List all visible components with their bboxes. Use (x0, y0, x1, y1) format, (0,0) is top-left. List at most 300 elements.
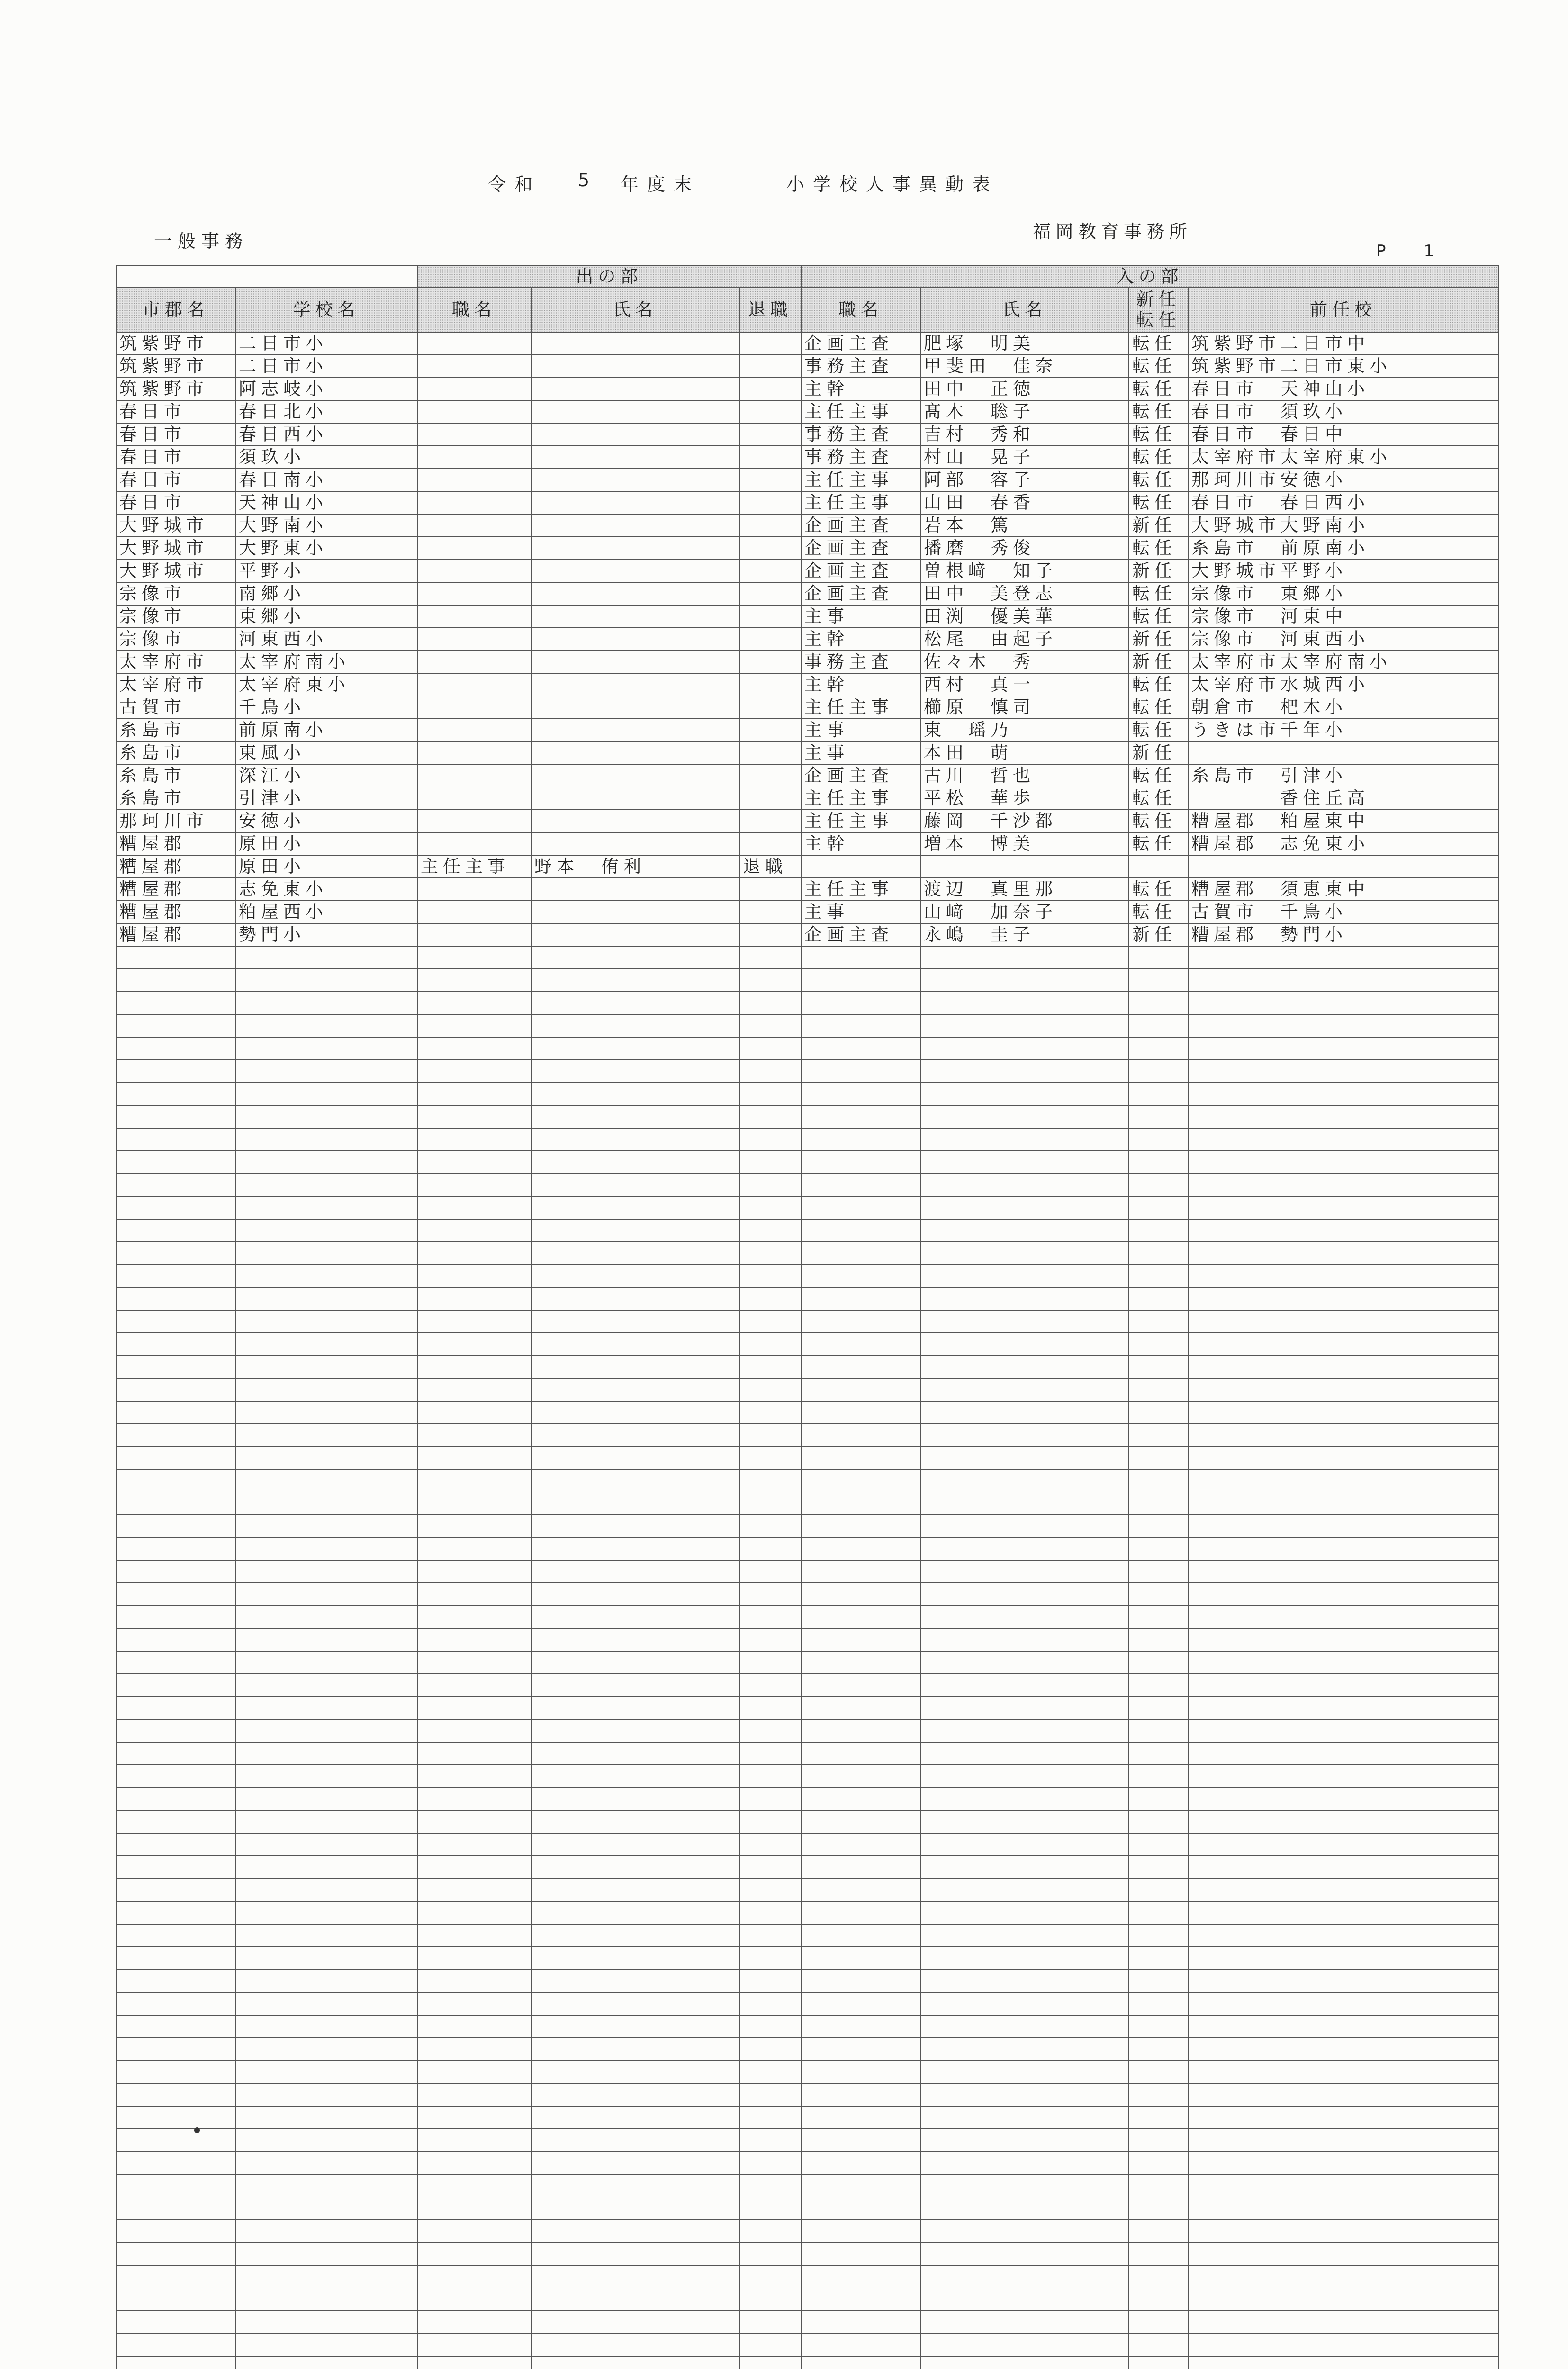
blank-cell (739, 2038, 801, 2061)
cell-prev: 糸島市 前原南小 (1188, 537, 1498, 560)
blank-cell (116, 1174, 235, 1196)
cell-type: 転任 (1129, 878, 1188, 901)
blank-cell (920, 946, 1129, 969)
blank-cell (1129, 1583, 1188, 1606)
blank-cell (1129, 1424, 1188, 1447)
blank-row (116, 2083, 1498, 2106)
blank-cell (1188, 1606, 1498, 1628)
blank-cell (417, 1060, 531, 1083)
blank-cell (739, 1310, 801, 1333)
cell-type: 転任 (1129, 901, 1188, 923)
cell-type: 転任 (1129, 582, 1188, 605)
blank-cell (235, 2152, 417, 2174)
cell-in-name: 渡辺 真里那 (920, 878, 1129, 901)
blank-cell (1188, 1583, 1498, 1606)
blank-cell (417, 2038, 531, 2061)
blank-row (116, 2242, 1498, 2265)
cell-type: 転任 (1129, 605, 1188, 628)
cell-prev: 筑紫野市二日市中 (1188, 332, 1498, 355)
blank-cell (531, 1219, 739, 1242)
blank-cell (1129, 1674, 1188, 1697)
blank-cell (235, 1537, 417, 1560)
blank-row (116, 1765, 1498, 1788)
blank-cell (920, 1469, 1129, 1492)
cell-retire (739, 832, 801, 855)
cell-out-title (417, 741, 531, 764)
blank-cell (531, 2333, 739, 2356)
blank-row (116, 1105, 1498, 1128)
blank-cell (417, 1219, 531, 1242)
blank-row (116, 969, 1498, 992)
blank-row (116, 1515, 1498, 1537)
blank-cell (1188, 1060, 1498, 1083)
cell-in-name: 岩本 篤 (920, 514, 1129, 537)
ink-dot (194, 2127, 200, 2133)
blank-cell (235, 1833, 417, 1856)
blank-cell (920, 1219, 1129, 1242)
blank-cell (116, 1765, 235, 1788)
cell-city: 糸島市 (116, 719, 235, 741)
blank-cell (417, 2265, 531, 2288)
blank-cell (116, 1742, 235, 1765)
blank-cell (1129, 1606, 1188, 1628)
table-row (116, 764, 1498, 787)
blank-cell (739, 1242, 801, 1265)
table-row (116, 605, 1498, 628)
cell-in-title: 事務主査 (801, 423, 920, 446)
blank-cell (1188, 1128, 1498, 1151)
cell-type: 転任 (1129, 719, 1188, 741)
cell-out-name (531, 560, 739, 582)
cell-in-title: 主任主事 (801, 491, 920, 514)
cell-out-name (531, 901, 739, 923)
blank-cell (235, 2038, 417, 2061)
blank-cell (417, 1606, 531, 1628)
blank-cell (417, 1037, 531, 1060)
blank-cell (1188, 1810, 1498, 1833)
blank-cell (235, 1879, 417, 1901)
blank-cell (235, 1515, 417, 1537)
blank-cell (1129, 2038, 1188, 2061)
period-text: 年度末 (621, 174, 701, 195)
blank-cell (1188, 1151, 1498, 1174)
table-row (116, 400, 1498, 423)
blank-cell (235, 1765, 417, 1788)
blank-cell (1188, 2061, 1498, 2083)
retire-header: 退職 (739, 288, 801, 332)
blank-row (116, 1174, 1498, 1196)
blank-cell (1129, 1378, 1188, 1401)
blank-cell (417, 2311, 531, 2333)
blank-cell (116, 2038, 235, 2061)
blank-cell (417, 1879, 531, 1901)
blank-cell (739, 2220, 801, 2242)
blank-cell (417, 2220, 531, 2242)
blank-cell (801, 1742, 920, 1765)
blank-cell (417, 1742, 531, 1765)
cell-prev: 糟屋郡 勢門小 (1188, 923, 1498, 946)
blank-cell (801, 2356, 920, 2369)
blank-cell (235, 1424, 417, 1447)
cell-in-name: 本田 萌 (920, 741, 1129, 764)
cell-prev: 大野城市大野南小 (1188, 514, 1498, 537)
cell-prev: 朝倉市 杷木小 (1188, 696, 1498, 719)
cell-out-title (417, 400, 531, 423)
blank-cell (417, 2061, 531, 2083)
cell-prev: 太宰府市太宰府南小 (1188, 651, 1498, 673)
blank-row (116, 1128, 1498, 1151)
blank-row (116, 1970, 1498, 1992)
cell-in-title: 主事 (801, 719, 920, 741)
blank-cell (1188, 1742, 1498, 1765)
cell-out-title (417, 923, 531, 946)
cell-city: 糟屋郡 (116, 878, 235, 901)
school-header: 学校名 (235, 288, 417, 332)
blank-row (116, 1196, 1498, 1219)
blank-row (116, 1560, 1498, 1583)
blank-cell (417, 2242, 531, 2265)
out-title-header: 職名 (417, 288, 531, 332)
blank-cell (531, 1742, 739, 1765)
cell-out-name (531, 605, 739, 628)
blank-row (116, 1651, 1498, 1674)
blank-cell (739, 1947, 801, 1970)
blank-cell (417, 2152, 531, 2174)
blank-cell (417, 1469, 531, 1492)
blank-cell (801, 1196, 920, 1219)
blank-cell (920, 1947, 1129, 1970)
cell-city: 糸島市 (116, 787, 235, 810)
cell-out-name (531, 469, 739, 491)
cell-in-name: 藤岡 千沙都 (920, 810, 1129, 832)
blank-cell (920, 1242, 1129, 1265)
cell-out-title (417, 901, 531, 923)
blank-cell (235, 2311, 417, 2333)
blank-cell (1188, 969, 1498, 992)
blank-cell (531, 1947, 739, 1970)
blank-row (116, 2174, 1498, 2197)
blank-cell (417, 2356, 531, 2369)
blank-cell (531, 1879, 739, 1901)
blank-cell (531, 1151, 739, 1174)
blank-cell (235, 1947, 417, 1970)
blank-cell (739, 1333, 801, 1356)
blank-cell (417, 1401, 531, 1424)
blank-cell (531, 2311, 739, 2333)
cell-out-name (531, 810, 739, 832)
blank-cell (1129, 1992, 1188, 2015)
cell-out-name (531, 446, 739, 469)
blank-cell (417, 1583, 531, 1606)
cell-type: 転任 (1129, 787, 1188, 810)
blank-cell (1129, 1924, 1188, 1947)
document-title: 小学校人事異動表 (786, 174, 999, 195)
blank-cell (920, 1128, 1129, 1151)
blank-cell (531, 2038, 739, 2061)
cell-out-name (531, 378, 739, 400)
cell-in-title: 企画主査 (801, 332, 920, 355)
cell-out-name (531, 696, 739, 719)
cell-in-name: 増本 博美 (920, 832, 1129, 855)
cell-in-name: 西村 真一 (920, 673, 1129, 696)
blank-cell (801, 1014, 920, 1037)
cell-out-name (531, 787, 739, 810)
blank-cell (235, 1901, 417, 1924)
blank-row (116, 2106, 1498, 2129)
blank-cell (235, 1310, 417, 1333)
blank-cell (417, 1628, 531, 1651)
blank-cell (1188, 1196, 1498, 1219)
personnel-table (116, 265, 1499, 2369)
blank-cell (531, 1105, 739, 1128)
cell-out-name (531, 400, 739, 423)
cell-in-title: 事務主査 (801, 651, 920, 673)
blank-cell (1129, 1333, 1188, 1356)
blank-cell (235, 1810, 417, 1833)
table-row (116, 537, 1498, 560)
table-row (116, 628, 1498, 651)
blank-cell (417, 1492, 531, 1515)
cell-in-name: 平松 華歩 (920, 787, 1129, 810)
cell-out-title (417, 446, 531, 469)
blank-cell (920, 1606, 1129, 1628)
blank-cell (235, 1719, 417, 1742)
blank-cell (1129, 1469, 1188, 1492)
blank-row (116, 1242, 1498, 1265)
cell-out-title (417, 469, 531, 491)
cell-prev: 春日市 春日中 (1188, 423, 1498, 446)
blank-cell (116, 1424, 235, 1447)
cell-in-name: 播磨 秀俊 (920, 537, 1129, 560)
cell-in-name: 山﨑 加奈子 (920, 901, 1129, 923)
blank-cell (801, 1469, 920, 1492)
blank-cell (116, 1970, 235, 1992)
cell-in-title: 事務主査 (801, 355, 920, 378)
blank-cell (417, 1765, 531, 1788)
blank-cell (1129, 1628, 1188, 1651)
cell-prev: 春日市 須玖小 (1188, 400, 1498, 423)
blank-cell (920, 2174, 1129, 2197)
cell-type: 転任 (1129, 355, 1188, 378)
cell-out-name (531, 651, 739, 673)
cell-retire (739, 469, 801, 491)
cell-in-name: 古川 哲也 (920, 764, 1129, 787)
blank-cell (531, 1583, 739, 1606)
blank-cell (801, 2129, 920, 2152)
blank-cell (739, 2265, 801, 2288)
blank-cell (531, 1833, 739, 1856)
blank-cell (235, 1447, 417, 1469)
blank-cell (1129, 1447, 1188, 1469)
blank-cell (116, 1515, 235, 1537)
cell-prev: 糟屋郡 志免東小 (1188, 832, 1498, 855)
blank-row (116, 1378, 1498, 1401)
cell-in-name (920, 855, 1129, 878)
blank-cell (739, 1060, 801, 1083)
blank-cell (1188, 2356, 1498, 2369)
blank-cell (235, 2220, 417, 2242)
blank-cell (920, 1628, 1129, 1651)
cell-school: 太宰府南小 (235, 651, 417, 673)
table-row (116, 423, 1498, 446)
cell-type: 転任 (1129, 810, 1188, 832)
blank-cell (920, 2265, 1129, 2288)
blank-cell (801, 2152, 920, 2174)
blank-cell (531, 1651, 739, 1674)
cell-retire (739, 582, 801, 605)
blank-cell (531, 2197, 739, 2220)
table-row (116, 582, 1498, 605)
cell-in-title: 企画主査 (801, 514, 920, 537)
blank-cell (739, 1378, 801, 1401)
blank-cell (801, 1310, 920, 1333)
table-row (116, 651, 1498, 673)
blank-cell (417, 1697, 531, 1719)
cell-type: 新任 (1129, 514, 1188, 537)
blank-cell (116, 1083, 235, 1105)
blank-cell (1188, 1879, 1498, 1901)
cell-in-name: 田中 正徳 (920, 378, 1129, 400)
blank-row (116, 1628, 1498, 1651)
blank-cell (235, 1196, 417, 1219)
blank-cell (1188, 1242, 1498, 1265)
blank-cell (920, 969, 1129, 992)
blank-cell (1188, 1970, 1498, 1992)
blank-cell (739, 1287, 801, 1310)
cell-type: 転任 (1129, 764, 1188, 787)
blank-cell (801, 1833, 920, 1856)
blank-row (116, 1014, 1498, 1037)
blank-cell (1188, 2242, 1498, 2265)
blank-row (116, 1856, 1498, 1879)
blank-cell (1188, 1105, 1498, 1128)
blank-cell (531, 1970, 739, 1992)
cell-retire: 退職 (739, 855, 801, 878)
cell-in-title (801, 855, 920, 878)
cell-prev: 古賀市 千鳥小 (1188, 901, 1498, 923)
blank-cell (739, 1401, 801, 1424)
blank-cell (1188, 2197, 1498, 2220)
cell-out-name (531, 673, 739, 696)
blank-cell (531, 2265, 739, 2288)
blank-cell (801, 2220, 920, 2242)
blank-cell (531, 1810, 739, 1833)
blank-cell (801, 1856, 920, 1879)
blank-cell (1129, 2311, 1188, 2333)
blank-cell (1129, 1515, 1188, 1537)
cell-out-name (531, 741, 739, 764)
blank-cell (739, 1014, 801, 1037)
blank-cell (417, 1856, 531, 1879)
blank-cell (1188, 1492, 1498, 1515)
blank-cell (417, 1537, 531, 1560)
blank-cell (920, 1287, 1129, 1310)
cell-type: 新任 (1129, 741, 1188, 764)
blank-cell (531, 1856, 739, 1879)
cell-type: 転任 (1129, 673, 1188, 696)
blank-cell (1129, 2061, 1188, 2083)
blank-cell (531, 1674, 739, 1697)
blank-cell (531, 1901, 739, 1924)
blank-cell (116, 1356, 235, 1378)
blank-cell (1129, 1287, 1188, 1310)
blank-cell (801, 1765, 920, 1788)
cell-in-title: 企画主査 (801, 537, 920, 560)
blank-cell (1188, 2220, 1498, 2242)
blank-cell (531, 1537, 739, 1560)
blank-cell (116, 1992, 235, 2015)
blank-cell (739, 2242, 801, 2265)
blank-cell (801, 1788, 920, 1810)
blank-cell (1188, 1674, 1498, 1697)
blank-cell (235, 1287, 417, 1310)
cell-out-name: 野本 侑利 (531, 855, 739, 878)
cell-city: 大野城市 (116, 537, 235, 560)
blank-cell (1188, 1515, 1498, 1537)
blank-cell (920, 1537, 1129, 1560)
cell-in-title: 主幹 (801, 378, 920, 400)
blank-cell (1129, 1242, 1188, 1265)
blank-cell (1129, 1901, 1188, 1924)
blank-cell (801, 1174, 920, 1196)
cell-retire (739, 628, 801, 651)
blank-cell (235, 1992, 417, 2015)
blank-cell (801, 1992, 920, 2015)
blank-cell (1129, 2152, 1188, 2174)
cell-out-title: 主任主事 (417, 855, 531, 878)
cell-city: 大野城市 (116, 514, 235, 537)
cell-school: 勢門小 (235, 923, 417, 946)
blank-cell (531, 2174, 739, 2197)
blank-cell (920, 2333, 1129, 2356)
cell-prev: 宗像市 河東西小 (1188, 628, 1498, 651)
blank-cell (920, 1924, 1129, 1947)
cell-school: 引津小 (235, 787, 417, 810)
cell-in-title: 事務主査 (801, 446, 920, 469)
blank-cell (920, 1060, 1129, 1083)
blank-cell (235, 1242, 417, 1265)
blank-cell (920, 1992, 1129, 2015)
cell-prev: 太宰府市太宰府東小 (1188, 446, 1498, 469)
cell-city: 春日市 (116, 423, 235, 446)
blank-cell (739, 1196, 801, 1219)
cell-retire (739, 423, 801, 446)
cell-in-name: 曽根﨑 知子 (920, 560, 1129, 582)
cell-school: 南郷小 (235, 582, 417, 605)
blank-cell (531, 1401, 739, 1424)
cell-city: 宗像市 (116, 582, 235, 605)
blank-cell (1188, 1992, 1498, 2015)
table-row (116, 855, 1498, 878)
cell-school: 安徳小 (235, 810, 417, 832)
blank-cell (116, 1810, 235, 1833)
blank-cell (801, 2288, 920, 2311)
blank-cell (417, 946, 531, 969)
blank-cell (116, 1105, 235, 1128)
cell-retire (739, 764, 801, 787)
blank-cell (235, 1788, 417, 1810)
blank-cell (801, 1947, 920, 1970)
table-row (116, 878, 1498, 901)
cell-in-name: 阿部 容子 (920, 469, 1129, 491)
table-row (116, 560, 1498, 582)
blank-cell (739, 1151, 801, 1174)
blank-cell (739, 2106, 801, 2129)
blank-row (116, 1333, 1498, 1356)
cell-in-title: 主任主事 (801, 810, 920, 832)
blank-cell (1188, 1037, 1498, 1060)
blank-cell (739, 1469, 801, 1492)
